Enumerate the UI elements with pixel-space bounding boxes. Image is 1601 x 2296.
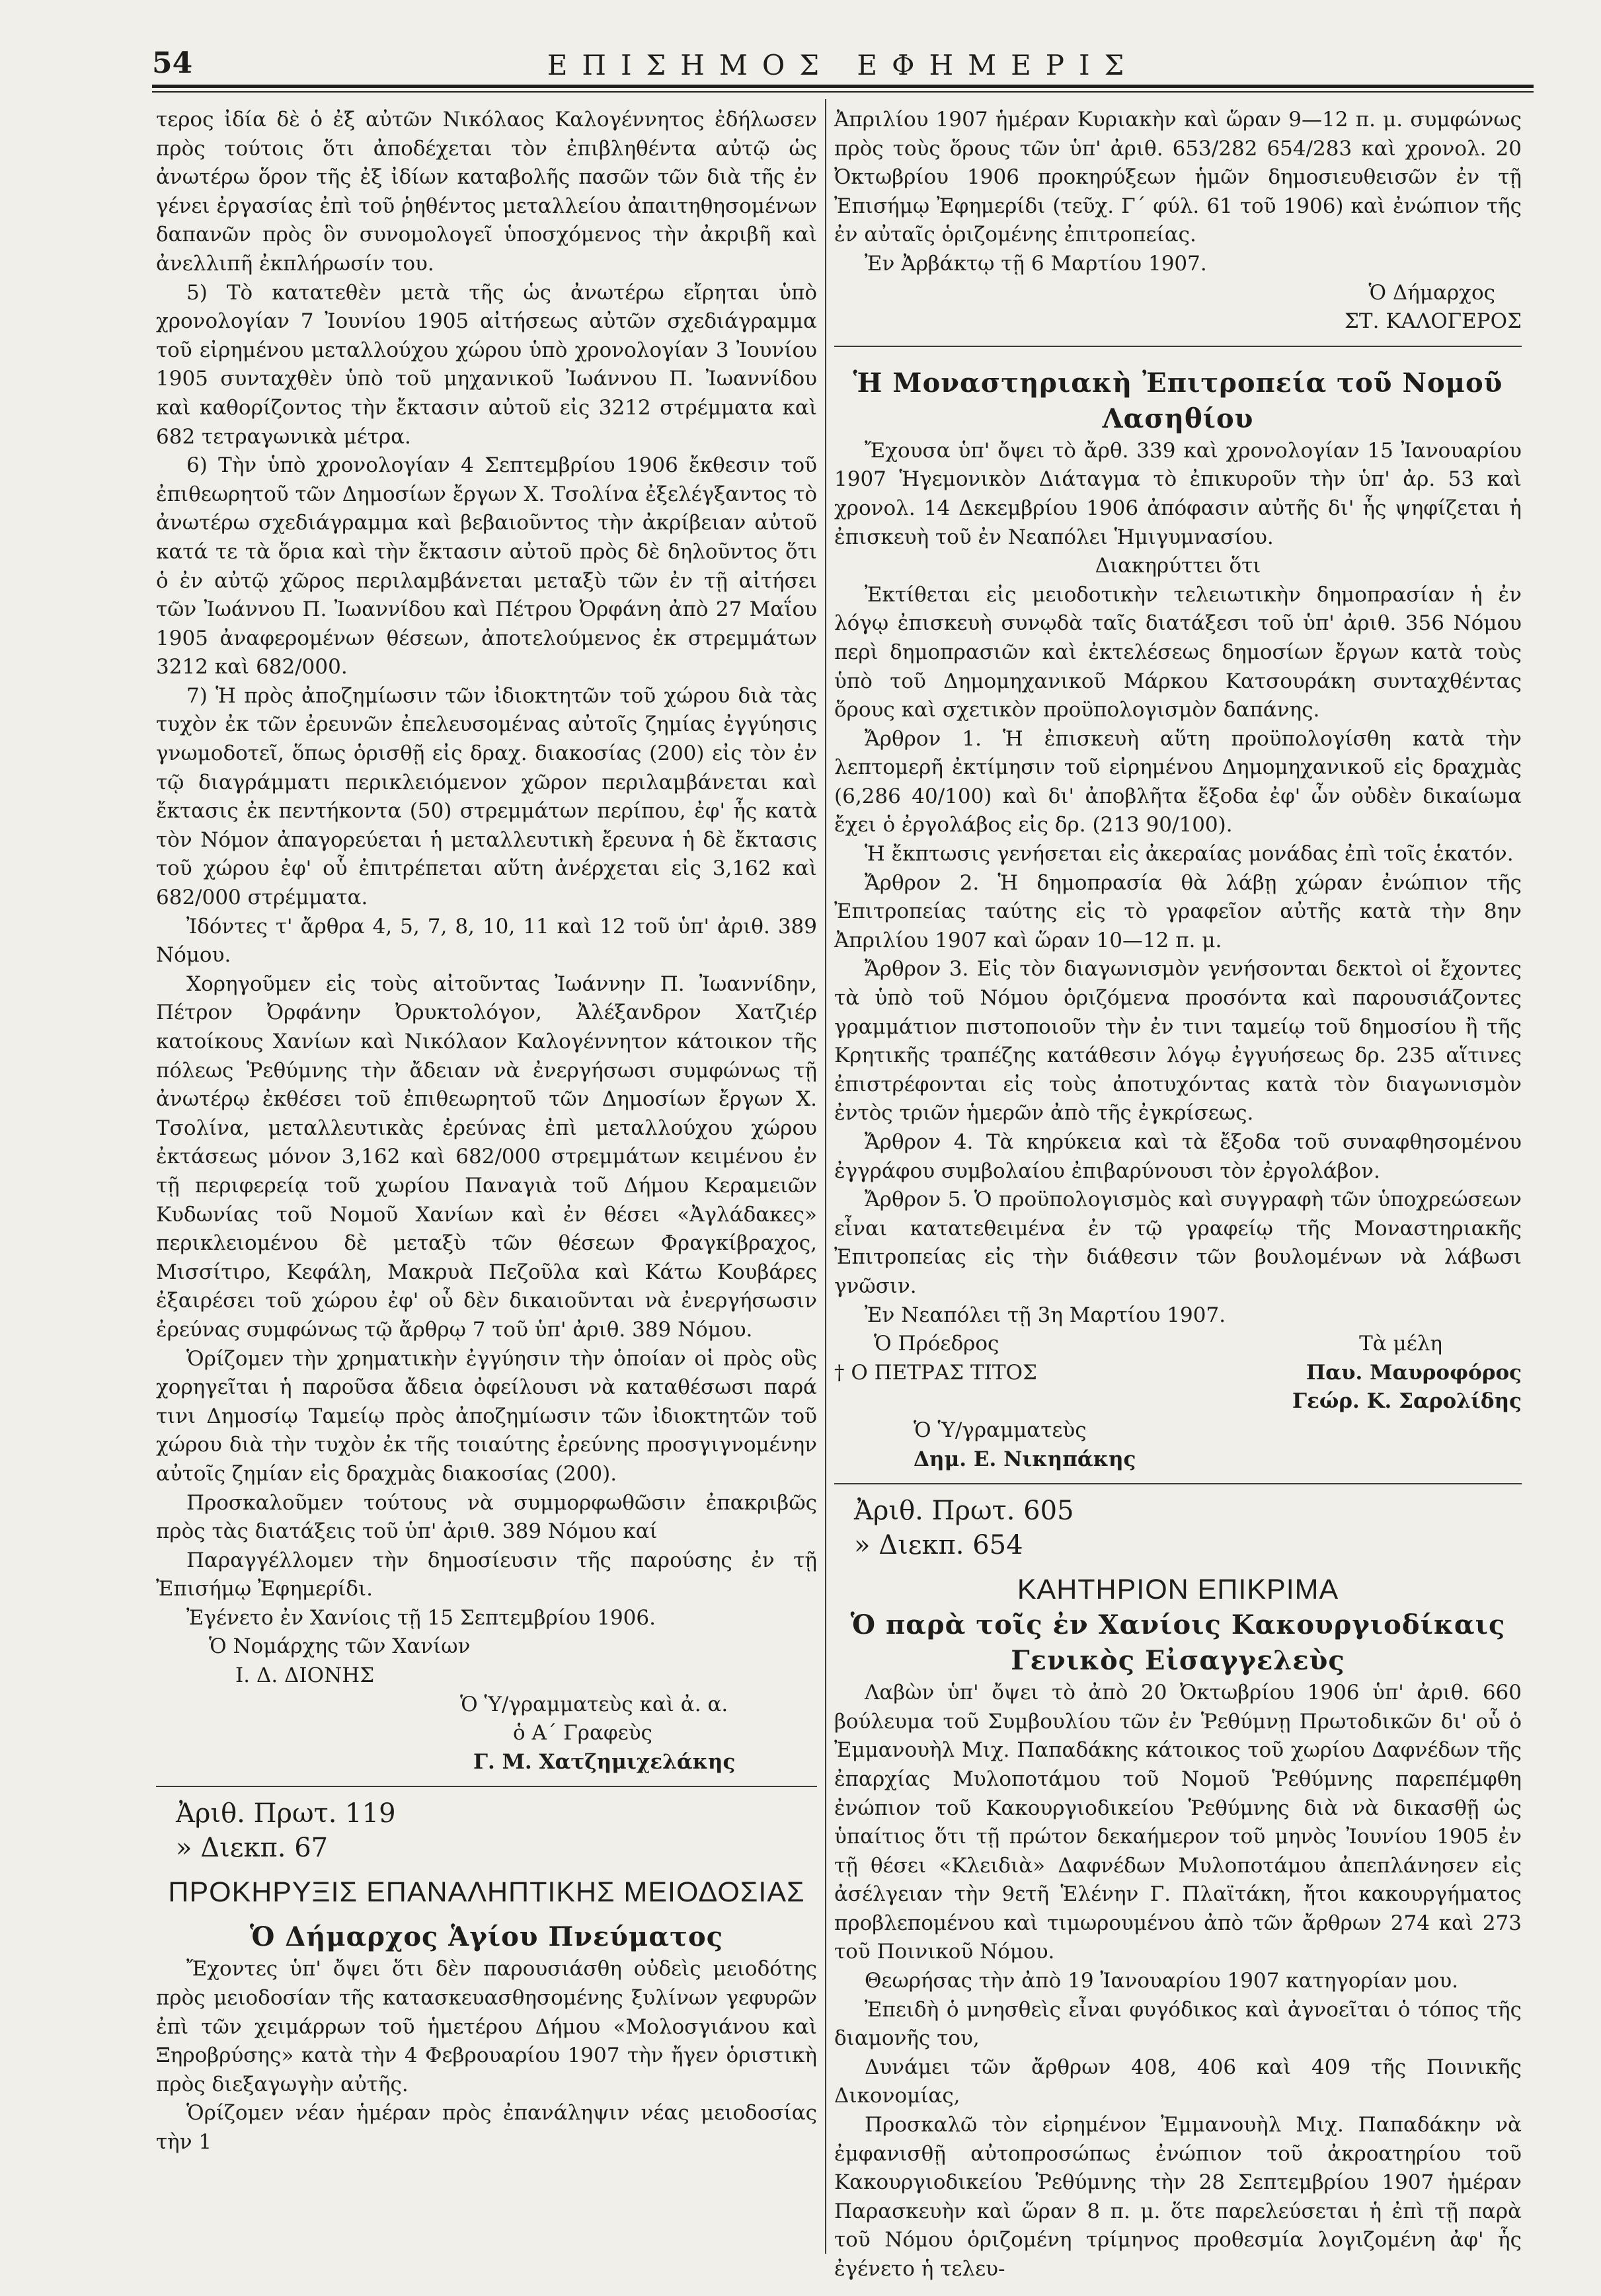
article-paragraph: Ἄρθρον 3. Εἰς τὸν διαγωνισμὸν γενήσονται δεκτοὶ οἱ ἔχοντες τὰ ὑπὸ τοῦ Νόμου ὁριζόμενα προσόντα καὶ παρουσιάζοντες γραμμάτιον πιστοποιοῦν τὴν ἐν τινι ταμείῳ τοῦ δημοσίου ἢ τῆς Κρητικῆς τραπέζης κατάθεσιν λόγῳ ἐγγυήσεως δρ. 235 αἵτινες ἐπιστρέφονται εἰς τοὺς ἀποτυχόντας κατὰ τὸν διαγωνισμὸν ἐντὸς τριῶν ἡμερῶν ἀπὸ τῆς ἐγκρίσεως.	[834, 957, 1522, 1126]
president-title: Ὁ Πρόεδρος	[874, 1332, 999, 1356]
clerk-name: Γ. Μ. Χατζημιχελάκης	[473, 1749, 736, 1774]
page-header	[152, 40, 1534, 86]
section-divider	[834, 346, 1522, 347]
body-paragraph: 6) Τὴν ὑπὸ χρονολογίαν 4 Σεπτεμβρίου 1906 ἔκθεσιν τοῦ ἐπιθεωρητοῦ τῶν Δημοσίων ἔργων Χ. Τσολίνα ἐξελέγξαντος τὸ ἀνωτέρω σχεδιάγραμμα καὶ βεβαιοῦντος τὴν ἀκρίβειαν αὐτοῦ κατά τε τὰ ὅρια καὶ τὴν ἔκτασιν αὐτοῦ πρὸς δὲ δηλοῦντος ὅτι ὁ ἐν αὐτῷ χῶρος περιλαμβάνεται μεταξὺ τῶν ἐν τῇ αἰτήσει τῶν Ἰωάννου Π. Ἰωαννίδου καὶ Πέτρου Ὀρφάνη ἀπὸ 27 Μαΐου 1905 ἀναφερομένων θέσεων, ἀποτελούμενος ἐκ στρεμμάτων 3212 καὶ 682/000.	[156, 453, 817, 679]
protocol-number: Ἀριθ. Πρωτ. 605	[854, 1496, 1074, 1527]
article-paragraph: Ἄρθρον 4. Τὰ κηρύκεια καὶ τὰ ἔξοδα τοῦ συναφθησομένου ἐγγράφου συμβολαίου ἐπιβαρύνουσι τὸν ἐργολάβον.	[834, 1130, 1522, 1183]
body-paragraph: Ἔχουσα ὑπ' ὄψει τὸ ἄρθ. 339 καὶ χρονολογίαν 15 Ἰανουαρίου 1907 Ἡγεμονικὸν Διάταγμα τὸ ἐπικυροῦν τὴν ὑπ' ἀρ. 53 καὶ χρονολ. 14 Δεκεμβρίου 1906 ἀπόφασιν αὐτῆς δι' ἧς ψηφίζεται ἡ ἐπισκευὴ τοῦ ἐν Νεαπόλει Ἡμιγυμνασίου.	[834, 438, 1522, 549]
body-paragraph: Ὁρίζομεν τὴν χρηματικὴν ἐγγύησιν τὴν ὁποίαν οἱ πρὸς οὓς χορηγεῖται ἡ παροῦσα ἄδεια ὀφείλουσι νὰ καταθέσωσι παρά τινι Δημοσίῳ Ταμείῳ πρὸς ἀποζημίωσιν τῶν ἰδιοκτητῶν τοῦ χώρου διὰ τὴν τυχὸν ἐκ τῆς τοιαύτης ἐρεύνης προσγιγνομένην αὐτοῖς ζημίαν εἰς δραχμὰς διακοσίας (200).	[156, 1346, 817, 1486]
section-heading: ΚΑΗΤΗΡΙΟΝ ΕΠΙΚΡΙΜΑ	[1017, 1574, 1339, 1606]
article-paragraph: Ἄρθρον 5. Ὁ προϋπολογισμὸς καὶ συγγραφὴ τῶν ὑποχρεώσεων εἶναι κατατεθειμένα ἐν τῷ γραφείῳ τῆς Μοναστηριακῆς Ἐπιτροπείας εἰς τὴν διάθεσιν τῶν βουλομένων νὰ λάβωσι γνῶσιν.	[834, 1188, 1522, 1298]
mayor-title: Ὁ Δήμαρχος	[1368, 280, 1495, 305]
body-paragraph: Προσκαλῶ τὸν εἰρημένον Ἐμμανουὴλ Μιχ. Παπαδάκην νὰ ἐμφανισθῇ αὐτοπροσώπως ἐνώπιον τοῦ ἀκροατηρίου τοῦ Κακουργιοδικείου Ῥεθύμνης τὴν 28 Σεπτεμβρίου 1907 ἡμέραν Παρασκευὴν καὶ ὥραν 8 π. μ. ὅτε παρελεύσεται ἡ ἐπὶ τῇ παρὰ τοῦ Νόμου ὁριζομένη τρίμηνος προθεσμία λογιζομένη ἀφ' ἧς ἐγένετο ἡ τελευ-	[834, 2113, 1522, 2281]
section-heading: Ἡ Μοναστηριακὴ Ἐπιτροπεία τοῦ Νομοῦ Λασηθίου	[853, 367, 1503, 434]
member-name: Γεώρ. Κ. Σαρολίδης	[1292, 1389, 1522, 1414]
article-paragraph: Ἄρθρον 2. Ἡ δημοπρασία θὰ λάβῃ χώραν ἐνώπιον τῆς Ἐπιτροπείας ταύτης εἰς τὸ γραφεῖον αὐτῆς κατὰ τὴν 8ην Ἀπριλίου 1907 καὶ ὥραν 10—12 π. μ.	[834, 870, 1522, 952]
section-subheading: Ὁ Δήμαρχος Ἁγίου Πνεύματος	[249, 1921, 724, 1953]
body-paragraph: Θεωρήσας τὴν ἀπὸ 19 Ἰανουαρίου 1907 κατηγορίαν μου.	[865, 1969, 1459, 1993]
signature-row	[834, 1330, 1522, 1359]
section-divider	[156, 1786, 817, 1787]
body-paragraph: Χορηγοῦμεν εἰς τοὺς αἰτοῦντας Ἰωάννην Π. Ἰωαννίδην, Πέτρον Ὀρφάνην Ὀρυκτολόγον, Ἀλέξανδρον Χατζιέρ κατοίκους Χανίων καὶ Νικόλαον Καλογέννητον κάτοικον τῆς πόλεως Ῥεθύμνης τὴν ἄδειαν νὰ ἐνεργήσωσι συμφώνως τῇ ἀνωτέρῳ ἐκθέσει τοῦ ἐπιθεωρητοῦ τῶν Δημοσίων ἔργων Χ. Τσολίνα, μεταλλευτικὰς ἐρεύνας ἐπὶ μεταλλούχου χώρου ἐκτάσεως μόνον 3,162 καὶ 682/000 στρεμμάτων κειμένου ἐν τῇ περιφερείᾳ τοῦ χωρίου Παναγιὰ τοῦ Δήμου Κεραμειῶν Κυδωνίας τοῦ Νομοῦ Χανίων καὶ ἐν θέσει «Ἀγλάδακες» περικλειομένου δὲ μεταξὺ τῶν θέσεων Φραγκίβραχος, Μισσίτιρο, Κεφάλη, Μακρυὰ Πεζοῦλα καὶ Κάτω Κουβάρες ἐξαιρέσει τοῦ χώρου ἐφ' οὗ δὲν δικαιοῦνται νὰ ἐνεργήσωσιν ἐρεύνας συμφώνως τῷ ἄρθρῳ 7 τοῦ ὑπ' ἀριθ. 389 Νόμου.	[156, 972, 817, 1342]
declaration-line: Διακηρύττει ὅτι	[1095, 554, 1261, 578]
left-column	[156, 106, 817, 2157]
article-paragraph: Ἡ ἔκπτωσις γενήσεται εἰς ἀκεραίας μονάδας ἐπὶ τοῖς ἑκατόν.	[865, 842, 1514, 866]
secretary-title: Ὁ Ὑ/γραμματεὺς	[914, 1418, 1087, 1442]
body-paragraph: Ἐκτίθεται εἰς μειοδοτικὴν τελειωτικὴν δημοπρασίαν ἡ ἐν λόγῳ ἐπισκευὴ συνῳδὰ ταῖς διατάξεσι τοῦ ὑπ' ἀριθ. 356 Νόμου περὶ δημοπρασιῶν καὶ ἐκτελέσεως δημοσίων ἔργων κατὰ τοὺς ὑπὸ τοῦ Δημομηχανικοῦ Μάρκου Κατσουράκη συνταχθέντας ὅρους καὶ σχετικὸν προϋπολογισμὸν δαπάνης.	[834, 582, 1522, 722]
signature-row	[834, 1359, 1522, 1388]
mayor-name: ΣΤ. ΚΑΛΟΓΕΡΟΣ	[1345, 309, 1522, 334]
body-paragraph: Παραγγέλλομεν τὴν δημοσίευσιν τῆς παρούσης ἐν τῇ Ἐπισήμῳ Ἐφημερίδι.	[156, 1548, 817, 1601]
secretary-name: Δημ. Ε. Νικηπάκης	[914, 1447, 1136, 1471]
page-number: 54	[152, 46, 193, 80]
body-paragraph: τερος ἰδία δὲ ὁ ἐξ αὐτῶν Νικόλαος Καλογέννητος ἐδήλωσεν πρὸς τούτοις ὅτι ἀποδέχεται τὸν ἐπιβληθέντα αὐτῷ ὡς ἀνωτέρω ὅρον τῆς ἐξ ἰδίων καταβολῆς πασῶν τῶν διὰ τῆς ἐν γένει ἐργασίας ἐπὶ τοῦ ῥηθέντος μεταλλείου ἀπαιτηθησομένων δαπανῶν πρὸς ὃν συνομολογεῖ ὑποσχόμενος τὴν ἀκριβῆ καὶ ἀνελλιπῆ ἐκπλήρωσίν του.	[156, 108, 817, 276]
issue-date: Ἐν Νεαπόλει τῇ 3η Μαρτίου 1907.	[865, 1303, 1226, 1327]
dispatch-number: » Διεκπ. 67	[176, 1833, 329, 1864]
body-paragraph: Δυνάμει τῶν ἄρθρων 408, 406 καὶ 409 τῆς Ποινικῆς Δικονομίας,	[834, 2055, 1522, 2108]
body-paragraph: Ὁρίζομεν νέαν ἡμέραν πρὸς ἐπανάληψιν νέας μειοδοσίας τὴν 1	[156, 2101, 817, 2154]
body-paragraph: Ἀπριλίου 1907 ἡμέραν Κυριακὴν καὶ ὥραν 9—12 π. μ. συμφώνως πρὸς τοὺς ὅρους τῶν ὑπ' ἀριθ. 653/282 654/283 καὶ χρονολ. 20 Ὀκτωβρίου 1906 προκηρύξεων ἡμῶν δημοσιευθεισῶν ἐν τῇ Ἐπισήμῳ Ἐφημερίδι (τεῦχ. Γ΄ φύλ. 61 τοῦ 1906) καὶ ἐνώπιον τῆς ἐν αὐταῖς ὁριζομένης ἐπιτροπείας.	[834, 108, 1522, 247]
header-rule	[152, 85, 1534, 88]
issue-date: Ἐγένετο ἐν Χανίοις τῇ 15 Σεπτεμβρίου 1906.	[186, 1605, 656, 1630]
protocol-number: Ἀριθ. Πρωτ. 119	[176, 1798, 396, 1829]
nomarch-name: Ι. Δ. ΔΙΟΝΗΣ	[235, 1664, 375, 1688]
secretary-title: Ὁ Ὑ/γραμματεὺς καὶ ἀ. α.	[460, 1692, 728, 1716]
body-paragraph: 7) Ἡ πρὸς ἀποζημίωσιν τῶν ἰδιοκτητῶν τοῦ χώρου διὰ τὰς τυχὸν ἐκ τῶν ἐρευνῶν ἐπελευσομένας αὐτοῖς ζημίας ἐγγύησις γνωμοδοτεῖ, ὅπως ὁρισθῇ εἰς δραχ. διακοσίας (200) εἰς τὸν ἐν τῷ διαγράμματι περικλειόμενον χῶρον περιλαμβάνεται καὶ ἔκτασις ἐκ πεντήκοντα (50) στρεμμάτων περίπου, ἐφ' ἧς κατὰ τὸν Νόμον ἀπαγορεύεται ἡ μεταλλευτικὴ ἔρευνα ἡ δὲ ἔκτασις τοῦ χώρου ἐφ' οὗ ἐπιτρέπεται αὕτη ἀνέρχεται εἰς 3,162 καὶ 682/000 στρέμματα.	[156, 683, 817, 910]
header-rule-thin	[152, 91, 1534, 93]
body-paragraph: Προσκαλοῦμεν τούτους νὰ συμμορφωθῶσιν ἐπακριβῶς πρὸς τὰς διατάξεις τοῦ ὑπ' ἀριθ. 389 Νόμου καί	[156, 1490, 817, 1544]
body-paragraph: Λαβὼν ὑπ' ὄψει τὸ ἀπὸ 20 Ὀκτωβρίου 1906 ὑπ' ἀριθ. 660 βούλευμα τοῦ Συμβουλίου τῶν ἐν Ῥεθύμνῃ Πρωτοδικῶν δι' οὗ ὁ Ἐμμανουὴλ Μιχ. Παπαδάκης κάτοικος τοῦ χωρίου Δαφνέδων τῆς ἐπαρχίας Μυλοποτάμου τοῦ Νομοῦ Ῥεθύμνης παρεπέμφθη ἐνώπιον τοῦ Κακουργιοδικείου Ῥεθύμνης διὰ νὰ δικασθῇ ὡς ὑπαίτιος ὅτι τῇ πρώτον δεκαήμερον τοῦ μηνὸς Ἰουνίου 1905 ἐν τῇ θέσει «Κλειδιὰ» Δαφνέδων Μυλοποτάμου ἀπεπλάνησεν εἰς ἀσέλγειαν τὴν 9ετῆ Ἑλένην Γ. Πλαϊτάκη, ἤτοι κακουργήματος προβλεπομένου καὶ τιμωρουμένου ἀπὸ τῶν ἄρθρων 274 καὶ 273 τοῦ Ποινικοῦ Νόμου.	[834, 1681, 1522, 1964]
body-paragraph: Ἰδόντες τ' ἄρθρα 4, 5, 7, 8, 10, 11 καὶ 12 τοῦ ὑπ' ἀριθ. 389 Νόμου.	[156, 914, 817, 968]
article-paragraph: Ἄρθρον 1. Ἡ ἐπισκευὴ αὕτη προϋπολογίσθη κατὰ τὴν λεπτομερῆ ἐκτίμησιν τοῦ εἰρημένου Δημομηχανικοῦ εἰς δραχμὰς (6,286 40/100) καὶ δι' ἀποβλῆτα ἔξοδα ἐφ' ὧν οὐδὲν δικαίωμα ἔχει ὁ ἐργολάβος εἰς δρ. (213 90/100).	[834, 726, 1522, 837]
section-heading: ΠΡΟΚΗΡΥΞΙΣ ΕΠΑΝΑΛΗΠΤΙΚΗΣ ΜΕΙΟΔΟΣΙΑΣ	[168, 1876, 805, 1909]
nomarch-title: Ὁ Νομάρχης τῶν Χανίων	[209, 1634, 471, 1659]
members-title: Τὰ μέλη	[1359, 1332, 1442, 1356]
reference-block	[834, 1494, 1522, 1562]
right-column	[834, 106, 1522, 2284]
section-divider	[834, 1483, 1522, 1484]
body-paragraph: 5) Τὸ κατατεθὲν μετὰ τῆς ὡς ἀνωτέρω εἴρηται ὑπὸ χρονολογίαν 7 Ἰουνίου 1905 αἰτήσεως αὐτῶν σχεδιάγραμμα τοῦ εἰρημένου μεταλλούχου χώρου ὑπὸ χρονολογίαν 3 Ἰουνίου 1905 συνταχθὲν ὑπὸ τοῦ μηχανικοῦ Ἰωάννου Π. Ἰωαννίδου καὶ καθορίζοντος τὴν ἔκτασιν αὐτοῦ εἰς 3212 στρέμματα καὶ 682 τετραγωνικὰ μέτρα.	[156, 280, 817, 449]
reference-block	[156, 1796, 817, 1865]
president-name: † Ο ΠΕΤΡΑΣ ΤΙΤΟΣ	[834, 1360, 1037, 1385]
issue-date: Ἐν Ἀρβάκτῳ τῇ 6 Μαρτίου 1907.	[865, 251, 1207, 276]
clerk-title: ὁ Α΄ Γραφεὺς	[513, 1721, 652, 1745]
dispatch-number: » Διεκπ. 654	[854, 1530, 1023, 1561]
newspaper-title: ΕΠΙΣΗΜΟΣ ΕΦΗΜΕΡΙΣ	[547, 49, 1139, 81]
member-name: Παυ. Μαυροφόρος	[1306, 1360, 1522, 1385]
body-paragraph: Ἐπειδὴ ὁ μνησθεὶς εἶναι φυγόδικος καὶ ἀγνοεῖται ὁ τόπος τῆς διαμονῆς του,	[834, 1997, 1522, 2051]
body-paragraph: Ἔχοντες ὑπ' ὄψει ὅτι δὲν παρουσιάσθη οὐδεὶς μειοδότης πρὸς μειοδοσίαν τῆς κατασκευασθησομένης ξυλίνων γεφυρῶν ἐπὶ τῶν χειμάρρων τοῦ ἡμετέρου Δήμου «Μολοσγιάνου καὶ Ξηροβρύσης» κατὰ τὴν 4 Φεβρουαρίου 1907 τὴν ἤγεν ὁριστικὴ πρὸς διεξαγωγὴν αὐτῆς.	[156, 1957, 817, 2096]
column-divider	[825, 99, 826, 2254]
section-subheading: Ὁ παρὰ τοῖς ἐν Χανίοις Κακουργιοδίκαις Γενικὸς Εἰσαγγελεὺς	[850, 1609, 1506, 1677]
